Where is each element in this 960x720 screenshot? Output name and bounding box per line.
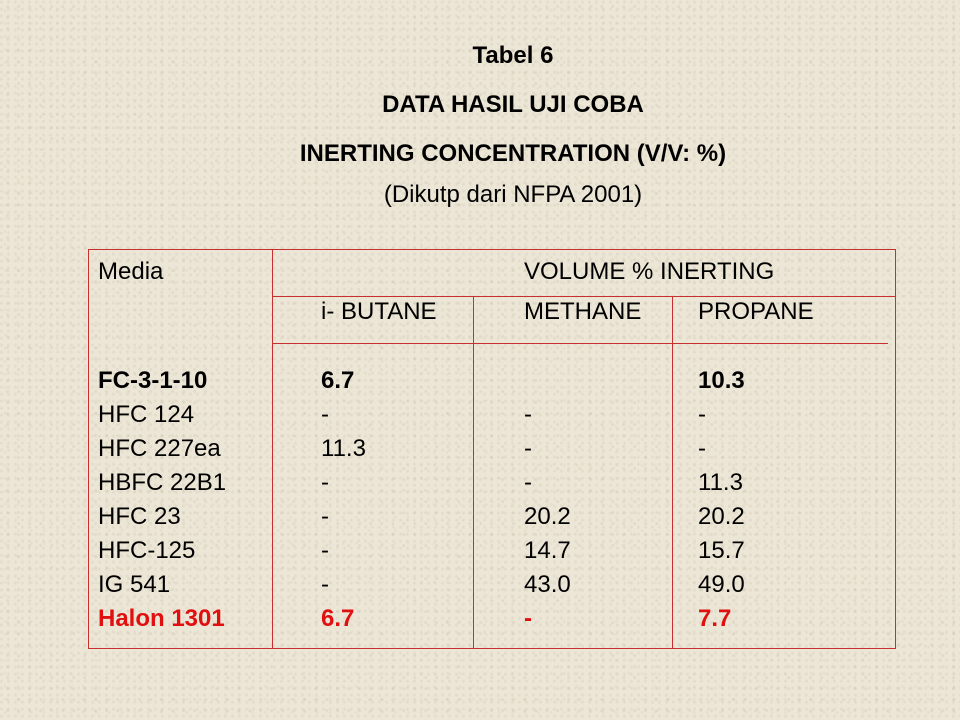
row-media-label: HFC 227ea bbox=[98, 435, 221, 462]
group-column-header: VOLUME % INERTING bbox=[524, 258, 775, 285]
column-header-ibutane: i- BUTANE bbox=[321, 298, 437, 325]
table-cell-methane: - bbox=[524, 401, 532, 428]
table-border-bottom bbox=[88, 648, 896, 649]
table-cell-propane: 11.3 bbox=[698, 469, 743, 496]
column-divider-1 bbox=[473, 296, 474, 649]
row-media-label: Halon 1301 bbox=[98, 605, 225, 632]
table-cell-ibutane: 11.3 bbox=[321, 435, 366, 462]
row-media-label: IG 541 bbox=[98, 571, 171, 598]
table-cell-ibutane: 6.7 bbox=[321, 605, 355, 632]
table-cell-ibutane: - bbox=[321, 571, 329, 598]
column-header-divider bbox=[272, 343, 888, 344]
group-header-divider bbox=[272, 296, 896, 297]
column-divider-2 bbox=[672, 296, 673, 649]
table-cell-methane: - bbox=[524, 605, 532, 632]
table-cell-methane: 43.0 bbox=[524, 571, 571, 598]
row-media-label: HBFC 22B1 bbox=[98, 469, 227, 496]
table-border-top bbox=[88, 249, 896, 250]
table-cell-propane: 15.7 bbox=[698, 537, 745, 564]
table-cell-ibutane: - bbox=[321, 401, 329, 428]
table-border-left bbox=[88, 249, 89, 649]
row-media-label: HFC-125 bbox=[98, 537, 196, 564]
media-column-header: Media bbox=[98, 258, 164, 285]
table-cell-propane: 20.2 bbox=[698, 503, 745, 530]
media-column-divider bbox=[272, 249, 273, 649]
table-cell-propane: - bbox=[698, 435, 706, 462]
table-cell-methane: 20.2 bbox=[524, 503, 571, 530]
row-media-label: FC-3-1-10 bbox=[98, 367, 208, 394]
table-border-right bbox=[895, 249, 896, 649]
page-subtitle: INERTING CONCENTRATION (V/V: %) bbox=[299, 140, 727, 167]
table-cell-propane: 7.7 bbox=[698, 605, 732, 632]
table-cell-ibutane: - bbox=[321, 503, 329, 530]
table-cell-propane: - bbox=[698, 401, 706, 428]
table-cell-propane: 49.0 bbox=[698, 571, 745, 598]
table-label: Tabel 6 bbox=[472, 42, 554, 69]
table-cell-ibutane: - bbox=[321, 469, 329, 496]
column-header-propane: PROPANE bbox=[698, 298, 814, 325]
table-cell-methane: 14.7 bbox=[524, 537, 571, 564]
table-cell-ibutane: 6.7 bbox=[321, 367, 355, 394]
table-cell-methane: - bbox=[524, 469, 532, 496]
table-cell-propane: 10.3 bbox=[698, 367, 745, 394]
row-media-label: HFC 23 bbox=[98, 503, 181, 530]
source-note: (Dikutp dari NFPA 2001) bbox=[383, 181, 643, 208]
column-header-methane: METHANE bbox=[524, 298, 642, 325]
row-media-label: HFC 124 bbox=[98, 401, 195, 428]
table-cell-ibutane: - bbox=[321, 537, 329, 564]
table-cell-methane: - bbox=[524, 435, 532, 462]
page-title: DATA HASIL UJI COBA bbox=[382, 91, 644, 118]
